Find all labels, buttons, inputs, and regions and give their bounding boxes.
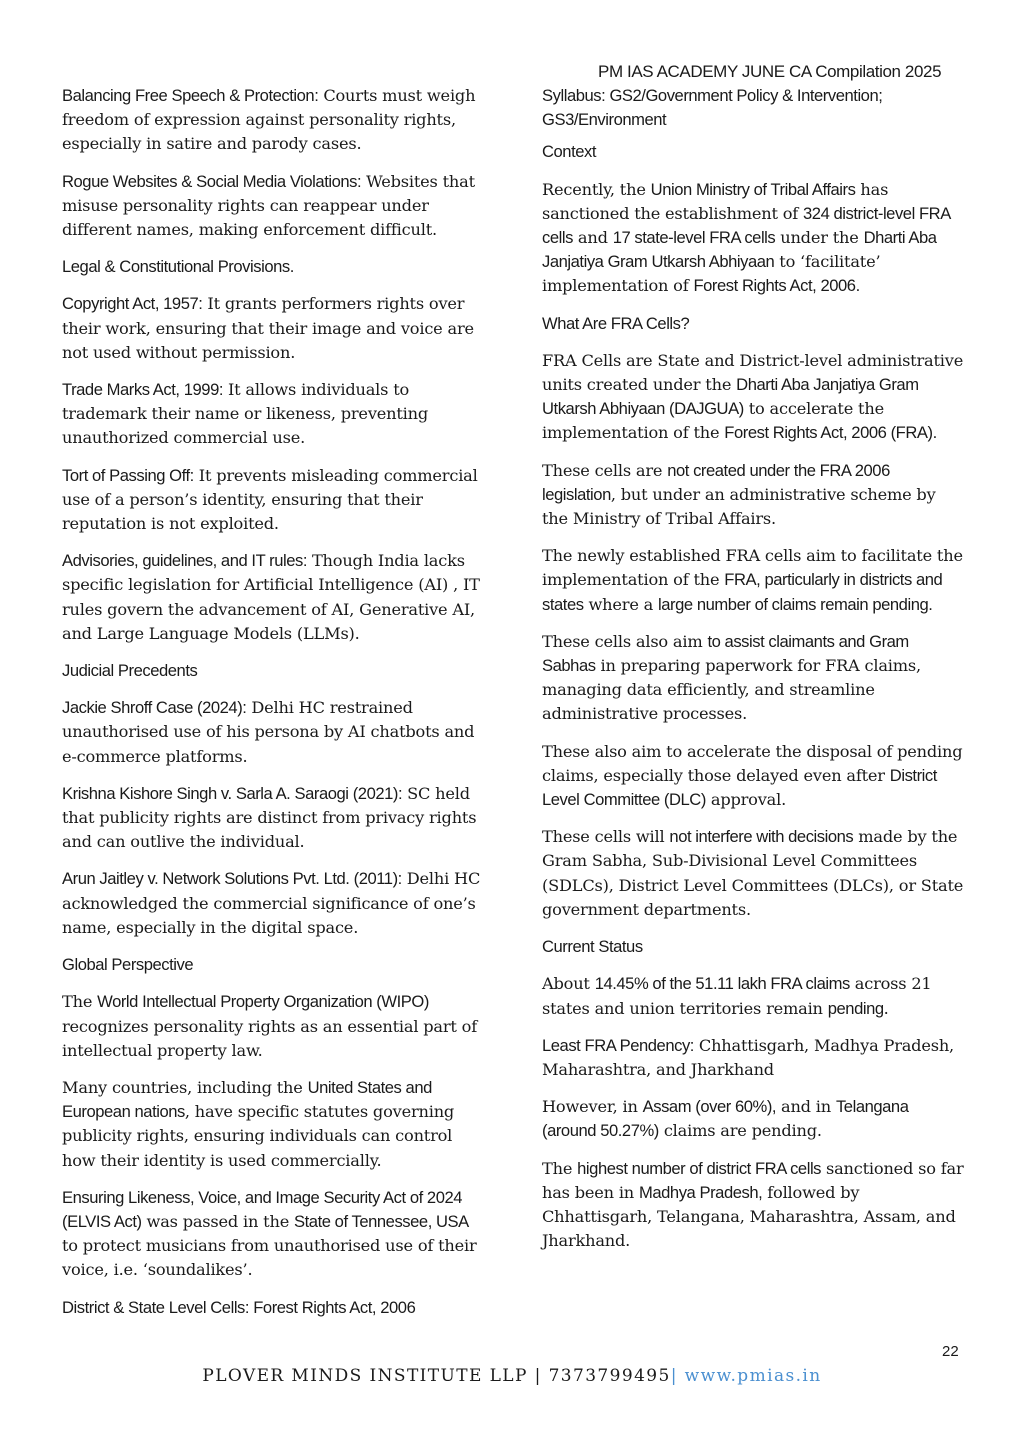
bold-term: Dharti Aba Janjatiya Gram Utkarsh Abhiyaan bbox=[542, 228, 937, 272]
bold-term: Dharti Aba Janjatiya Gram Utkarsh Abhiyaan (DAJGUA) bbox=[542, 375, 919, 419]
bold-term: Balancing Free Speech & Protection: bbox=[62, 86, 319, 105]
text-run: and bbox=[572, 228, 613, 248]
paragraph bbox=[542, 740, 964, 813]
header-title: PM IAS ACADEMY JUNE CA Compilation 2025 bbox=[598, 62, 942, 81]
paragraph bbox=[62, 696, 482, 769]
text-run: However, in bbox=[542, 1097, 643, 1117]
bold-term: 17 state-level FRA cells bbox=[612, 228, 776, 248]
bold-term: not interfere with decisions bbox=[669, 827, 854, 847]
text-run: followed by Chhattisgarh, Telangana, Maharashtra, Assam, and Jharkhand. bbox=[542, 1182, 956, 1251]
text-run: The bbox=[62, 992, 98, 1012]
right-column bbox=[542, 84, 964, 1266]
text-run: approval. bbox=[705, 790, 787, 810]
bold-term: Rogue Websites & Social Media Violations: bbox=[62, 171, 362, 191]
bold-term: Union Ministry of Tribal Affairs bbox=[650, 179, 856, 199]
section-heading: District & State Level Cells: Forest Rights Act, 2006 bbox=[62, 1297, 416, 1317]
section-heading: Syllabus: GS2/Government Policy & Intervention; GS3/Environment bbox=[542, 86, 883, 130]
bold-term: Copyright Act, 1957: bbox=[62, 294, 203, 314]
text-run: Delhi HC acknowledged the commercial significance of one’s name, especially in the digital space. bbox=[62, 869, 481, 937]
bold-term: Advisories, guidelines, and IT rules: bbox=[62, 551, 307, 571]
text-run: It prevents misleading commercial use of a person’s identity, ensuring that their reputation is not exploited. bbox=[62, 465, 478, 534]
paragraph bbox=[542, 459, 964, 532]
text-run: was passed in the bbox=[141, 1211, 295, 1231]
text-run: . bbox=[883, 998, 889, 1018]
text-run: where a bbox=[583, 594, 659, 614]
text-run: These cells will bbox=[542, 827, 670, 847]
text-run: These also aim to accelerate the disposal of pending claims, especially those delayed even after bbox=[542, 741, 963, 785]
bold-term: to assist claimants and Gram Sabhas bbox=[542, 631, 909, 676]
paragraph bbox=[62, 782, 482, 855]
bold-term: not created under the FRA 2006 legislation bbox=[542, 460, 890, 504]
bold-term: United States and European nations bbox=[62, 1077, 432, 1122]
bold-term: pending bbox=[827, 998, 884, 1018]
text-run: It grants performers rights over their work, ensuring that their image and voice are not used without permission. bbox=[62, 294, 474, 362]
text-run: , have specific statutes governing publicity rights, ensuring individuals can control how their identity is used commercially. bbox=[62, 1102, 455, 1170]
section-heading: Legal & Constitutional Provisions. bbox=[62, 257, 294, 277]
bold-term: District Level Committee (DLC) bbox=[542, 765, 937, 810]
text-run: SC held that publicity rights are distinct from privacy rights and can outlive the individual. bbox=[62, 783, 477, 852]
paragraph bbox=[542, 349, 964, 446]
text-run: to protect musicians from unauthorised use of their voice, i.e. ‘soundalikes’. bbox=[62, 1236, 477, 1280]
text-run: FRA Cells are State and District-level administrative units created under the bbox=[542, 350, 964, 395]
text-run: to accelerate the implementation of the bbox=[542, 399, 884, 443]
paragraph bbox=[542, 1157, 964, 1254]
text-run: and in bbox=[776, 1097, 836, 1117]
left-column bbox=[62, 84, 482, 1333]
paragraph bbox=[62, 170, 482, 243]
paragraph bbox=[62, 464, 482, 537]
paragraph bbox=[62, 1186, 482, 1283]
text-run: The bbox=[542, 1158, 578, 1178]
footer-separator: | bbox=[670, 1366, 685, 1386]
bold-term: Assam (over 60%), bbox=[642, 1097, 777, 1117]
paragraph bbox=[542, 1095, 964, 1143]
text-run: The newly established FRA cells aim to facilitate the implementation of the bbox=[542, 546, 963, 590]
bold-term: State of Tennessee, USA bbox=[294, 1211, 469, 1231]
text-run: Websites that misuse personality rights can reappear under different names, making enforcement difficult. bbox=[62, 171, 475, 240]
bold-term: World Intellectual Property Organization (WIPO) bbox=[97, 992, 429, 1012]
paragraph bbox=[62, 1076, 482, 1173]
bold-term: 14.45% of the 51.11 lakh FRA claims bbox=[594, 974, 850, 994]
section-heading: Global Perspective bbox=[62, 955, 194, 975]
text-run: Delhi HC restrained unauthorised use of his persona by AI chatbots and e-commerce platforms. bbox=[62, 698, 475, 766]
text-run: Recently, the bbox=[542, 179, 651, 199]
paragraph bbox=[62, 990, 482, 1063]
paragraph bbox=[62, 378, 482, 451]
text-run: About bbox=[542, 974, 595, 994]
text-run: It allows individuals to trademark their name or likeness, preventing unauthorized commercial use. bbox=[62, 380, 429, 448]
bold-term: Arun Jaitley v. Network Solutions Pvt. Ltd. (2011): bbox=[62, 869, 402, 889]
text-run: , but under an administrative scheme by the Ministry of Tribal Affairs. bbox=[542, 484, 936, 529]
text-run: These cells are bbox=[542, 460, 668, 480]
text-run: under the bbox=[775, 228, 864, 248]
section-heading: Context bbox=[542, 142, 597, 162]
text-run: sanctioned so far has been in bbox=[542, 1158, 964, 1202]
paragraph bbox=[542, 1034, 964, 1082]
text-run: Though India lacks specific legislation for Artificial Intelligence (AI) , IT rules govern the advancement of AI, Generative AI, and Large Language Models (LLMs). bbox=[62, 551, 480, 643]
bold-term: Trade Marks Act, 1999: bbox=[62, 380, 224, 400]
bold-term: Krishna Kishore Singh v. Sarla A. Saraogi (2021): bbox=[62, 783, 403, 803]
text-run: These cells also aim bbox=[542, 631, 708, 651]
paragraph bbox=[542, 178, 964, 299]
bold-term: FRA, particularly in districts and states bbox=[542, 570, 943, 614]
text-run: claims are pending. bbox=[658, 1121, 822, 1141]
section-heading: What Are FRA Cells? bbox=[542, 313, 690, 333]
paragraph bbox=[62, 84, 482, 157]
bold-term: Tort of Passing Off: bbox=[62, 465, 194, 485]
footer-website-link[interactable]: www.pmias.in bbox=[684, 1366, 822, 1386]
text-run: Courts must weigh freedom of expression against personality rights, especially in satire and parody cases. bbox=[62, 86, 476, 154]
text-run: Many countries, including the bbox=[62, 1077, 308, 1097]
footer bbox=[0, 1366, 1024, 1386]
bold-term: 324 district-level FRA cells bbox=[542, 203, 950, 248]
bold-term: Forest Rights Act, 2006. bbox=[693, 276, 860, 296]
paragraph bbox=[542, 544, 964, 617]
paragraph bbox=[62, 867, 482, 940]
paragraph bbox=[542, 972, 964, 1020]
text-run: to ‘facilitate’ implementation of bbox=[542, 252, 881, 296]
text-run: Chhattisgarh, Madhya Pradesh, Maharashtra, and Jharkhand bbox=[542, 1035, 955, 1079]
bold-term: Telangana (around 50.27%) bbox=[542, 1097, 909, 1141]
footer-org: PLOVER MINDS INSTITUTE LLP | 7373799495 bbox=[202, 1366, 671, 1386]
paragraph bbox=[542, 630, 964, 727]
text-run: made by the Gram Sabha, Sub-Divisional Level Committees (SDLCs), District Level Committees (DLCs), or State government departments. bbox=[542, 827, 964, 919]
bold-term: Jackie Shroff Case (2024): bbox=[62, 698, 247, 718]
paragraph bbox=[62, 549, 482, 646]
section-heading: Current Status bbox=[542, 937, 643, 957]
bold-term: large number of claims remain pending. bbox=[658, 594, 933, 614]
text-run: has sanctioned the establishment of bbox=[542, 179, 889, 223]
paragraph bbox=[62, 292, 482, 365]
text-run: in preparing paperwork for FRA claims, managing data efficiently, and streamline administrative processes. bbox=[542, 656, 921, 724]
page-number: 22 bbox=[942, 1343, 959, 1360]
bold-term: Forest Rights Act, 2006 (FRA). bbox=[724, 423, 937, 443]
bold-term: highest number of district FRA cells bbox=[577, 1158, 822, 1178]
section-heading: Judicial Precedents bbox=[62, 661, 198, 681]
bold-term: Least FRA Pendency: bbox=[542, 1035, 694, 1055]
bold-term: Madhya Pradesh, bbox=[638, 1182, 763, 1202]
bold-term: Ensuring Likeness, Voice, and Image Security Act of 2024 (ELVIS Act) bbox=[62, 1187, 463, 1231]
text-run: recognizes personality rights as an essential part of intellectual property law. bbox=[62, 1016, 477, 1060]
paragraph bbox=[542, 825, 964, 922]
text-run: across 21 states and union territories remain bbox=[542, 974, 932, 1018]
